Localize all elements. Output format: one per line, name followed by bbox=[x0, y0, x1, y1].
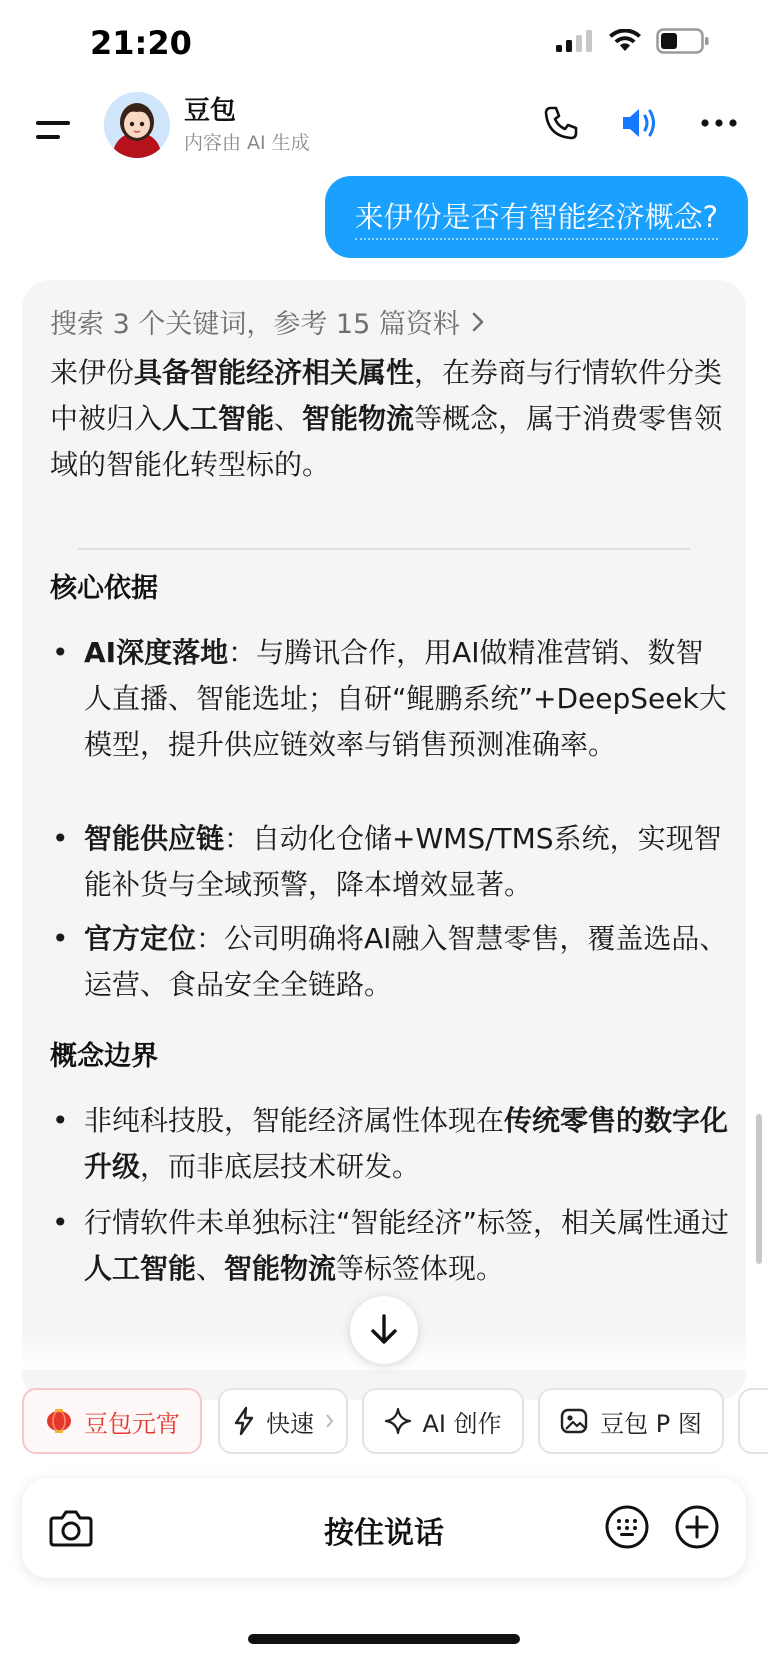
ai-generated-label: 内容由 AI 生成 bbox=[184, 132, 310, 154]
list-item-bold: AI深度落地 bbox=[84, 636, 229, 669]
list-item-text: 、 bbox=[196, 1252, 225, 1285]
list-item-bold: 人工智能 bbox=[84, 1252, 197, 1285]
chip-ai-create[interactable] bbox=[362, 1388, 524, 1454]
search-summary[interactable] bbox=[50, 302, 486, 341]
menu-icon[interactable] bbox=[34, 112, 74, 148]
chevron-right-icon bbox=[470, 310, 486, 334]
list-item-text: 等标签体现。 bbox=[336, 1252, 505, 1285]
status-icons bbox=[556, 28, 710, 54]
signal-icon bbox=[556, 30, 594, 52]
user-message-text: 来伊份是否有智能经济概念? bbox=[355, 195, 718, 240]
list-item bbox=[50, 630, 730, 768]
status-time: 21:20 bbox=[90, 24, 192, 62]
intro-text: 等概念，属于消费零售领域的智能化转型标的。 bbox=[50, 402, 723, 481]
list-item-text: ：与腾讯合作，用AI做精准营销、数智人直播、智能选址；自研“鲲鹏系统”+DeepSeek大模型，提升供应链效率与销售预测准确率。 bbox=[84, 636, 727, 761]
intro-text: 、 bbox=[274, 402, 303, 435]
sparkle-icon bbox=[384, 1407, 412, 1435]
list-item-text: 非纯科技股，智能经济属性体现在 bbox=[84, 1104, 505, 1137]
quick-action-chips bbox=[0, 1388, 768, 1458]
intro-bold: 具备智能经济相关属性 bbox=[134, 356, 415, 389]
more-icon[interactable] bbox=[700, 118, 738, 128]
chip-label: 豆包 P 图 bbox=[600, 1409, 702, 1438]
chevron-right-icon bbox=[324, 1412, 334, 1430]
chip-label: AI 创作 bbox=[422, 1409, 502, 1438]
section-title-boundary: 概念边界 bbox=[50, 1041, 158, 1072]
search-summary-text: 搜索 3 个关键词，参考 15 篇资料 bbox=[50, 309, 460, 340]
list-item bbox=[50, 1200, 730, 1292]
intro-text: 来伊份 bbox=[50, 356, 135, 389]
top-nav bbox=[0, 86, 768, 176]
list-item-bold: 传统零售的数字化升级 bbox=[84, 1104, 729, 1183]
list-item bbox=[50, 916, 730, 1008]
chip-lantern-festival[interactable] bbox=[22, 1388, 202, 1454]
chip-more[interactable] bbox=[738, 1388, 768, 1454]
bot-name: 豆包 bbox=[184, 96, 237, 126]
chip-image-edit[interactable] bbox=[538, 1388, 724, 1454]
list-item-text: 行情软件未单独标注“智能经济”标签，相关属性通过 bbox=[84, 1206, 730, 1239]
chip-fast[interactable] bbox=[218, 1388, 348, 1454]
list-item bbox=[50, 1098, 730, 1190]
avatar[interactable] bbox=[104, 92, 170, 158]
speaker-icon[interactable] bbox=[620, 104, 660, 142]
section-title-core: 核心依据 bbox=[50, 573, 158, 604]
intro-bold: 智能物流 bbox=[302, 402, 415, 435]
status-bar bbox=[0, 0, 768, 90]
list-item-bold: 智能物流 bbox=[224, 1252, 337, 1285]
nav-actions bbox=[542, 104, 738, 142]
hold-to-talk[interactable]: 按住说话 bbox=[324, 1516, 444, 1551]
chip-label: 快速 bbox=[266, 1409, 314, 1438]
user-message-bubble[interactable] bbox=[325, 176, 748, 258]
list-item-text: ，而非底层技术研发。 bbox=[140, 1150, 421, 1183]
home-indicator bbox=[248, 1634, 520, 1644]
intro-bold: 人工智能 bbox=[162, 402, 275, 435]
flash-icon bbox=[232, 1406, 256, 1436]
input-bar bbox=[22, 1478, 746, 1578]
list-item-text: ：自动化仓储+WMS/TMS系统，实现智能补货与全域预警，降本增效显著。 bbox=[84, 822, 722, 901]
intro-text: ，在券商与行情软件分类中被归入 bbox=[50, 356, 723, 435]
divider bbox=[78, 548, 690, 550]
lantern-icon bbox=[44, 1406, 74, 1436]
list-item bbox=[50, 816, 730, 908]
phone-icon[interactable] bbox=[542, 104, 580, 142]
list-item-bold: 官方定位 bbox=[84, 922, 197, 955]
battery-icon bbox=[656, 28, 710, 54]
answer-card bbox=[22, 280, 746, 1400]
keyboard-icon[interactable] bbox=[604, 1504, 650, 1550]
plus-circle-icon[interactable] bbox=[674, 1504, 720, 1550]
wifi-icon bbox=[608, 29, 642, 53]
chip-label: 豆包元宵 bbox=[84, 1409, 180, 1438]
scrollbar[interactable] bbox=[756, 1114, 762, 1264]
list-item-bold: 智能供应链 bbox=[84, 822, 225, 855]
list-item-text: ：公司明确将AI融入智慧零售，覆盖选品、运营、食品安全全链路。 bbox=[84, 922, 728, 1001]
image-edit-icon bbox=[560, 1407, 590, 1435]
answer-intro bbox=[50, 350, 730, 488]
arrow-down-icon bbox=[369, 1313, 399, 1347]
scroll-to-bottom-button[interactable] bbox=[350, 1296, 418, 1364]
avatar-image bbox=[104, 92, 170, 158]
